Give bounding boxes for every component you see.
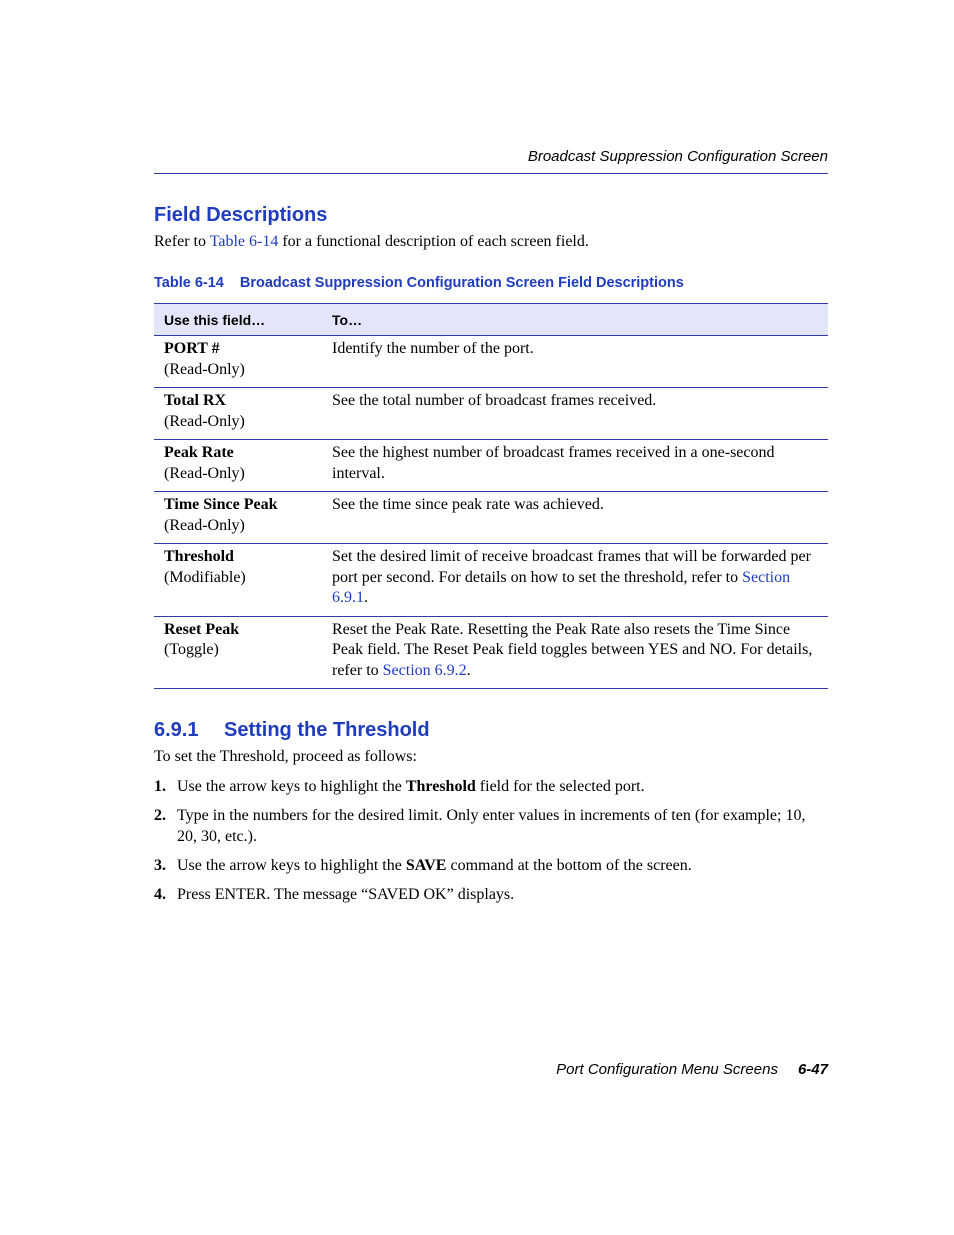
step-keyword: SAVE: [405, 857, 447, 874]
field-name: Reset Peak: [164, 620, 240, 638]
field-access: (Read-Only): [164, 516, 245, 534]
list-item: [154, 855, 828, 876]
section-title: Setting the Threshold: [224, 719, 430, 741]
field-access: (Read-Only): [164, 412, 245, 430]
step-text: Use the arrow keys to highlight the: [177, 857, 406, 874]
section-number: 6.9.1: [154, 719, 199, 741]
description-cell: [322, 336, 828, 388]
field-access: (Read-Only): [164, 360, 245, 378]
column-header-to: To…: [322, 304, 828, 336]
field-name: Time Since Peak: [164, 496, 278, 513]
running-header: Broadcast Suppression Configuration Screen: [527, 148, 828, 165]
step-number: 1.: [154, 778, 166, 795]
field-access: (Toggle): [164, 641, 219, 658]
steps-list: [154, 776, 828, 913]
table-caption-number: Table 6-14: [154, 275, 224, 291]
field-cell: [154, 336, 322, 388]
description-end: .: [364, 589, 368, 606]
step-keyword: Threshold: [405, 778, 476, 795]
header-rule: [154, 173, 828, 174]
field-description: Reset the Peak Rate. Resetting the Peak Rate also resets the Time Since Peak field. The Reset Peak field toggles between YES and NO. For details, refer to: [332, 620, 813, 679]
field-description: See the total number of broadcast frames received.: [332, 392, 657, 409]
steps-intro: To set the Threshold, proceed as follows:: [154, 748, 417, 765]
description-cell: [322, 492, 828, 544]
field-cell: [154, 544, 322, 617]
field-descriptions-intro: [154, 233, 589, 251]
field-name: Threshold: [164, 548, 234, 565]
page-number: 6-47: [797, 1061, 828, 1078]
field-description: Set the desired limit of receive broadcast frames that will be forwarded per port per second. For details on how to set the threshold, refer to: [332, 548, 811, 586]
field-descriptions-table: [154, 303, 828, 689]
list-item: [154, 884, 828, 905]
list-item: [154, 776, 828, 797]
table-caption-title: Broadcast Suppression Configuration Screen Field Descriptions: [239, 275, 684, 291]
step-text: Type in the numbers for the desired limit. Only enter values in increments of ten (for example; 10, 20, 30, etc.).: [177, 807, 806, 845]
field-name: Peak Rate: [164, 444, 234, 461]
field-description: See the time since peak rate was achieved.: [332, 496, 604, 513]
field-descriptions-heading: Field Descriptions: [154, 204, 328, 226]
step-text: Press ENTER. The message “SAVED OK” displays.: [177, 886, 515, 903]
table-header-row: [154, 304, 828, 336]
page-footer: [556, 1061, 828, 1078]
step-number: 4.: [154, 886, 166, 903]
intro-text-after: for a functional description of each screen field.: [278, 233, 589, 250]
table-row: [154, 616, 828, 689]
field-description: See the highest number of broadcast frames received in a one-second interval.: [332, 444, 775, 482]
table-row: [154, 544, 828, 617]
description-cell: [322, 440, 828, 492]
description-cell: [322, 544, 828, 617]
table-row: [154, 388, 828, 440]
description-cell: [322, 388, 828, 440]
description-end: .: [466, 661, 471, 679]
table-link[interactable]: Table 6-14: [209, 233, 279, 250]
section-link[interactable]: Section 6.9.1: [332, 568, 791, 606]
step-text: Use the arrow keys to highlight the: [177, 778, 406, 795]
section-link[interactable]: Section 6.9.2: [382, 661, 467, 679]
column-header-field: Use this field…: [154, 304, 322, 336]
step-number: 3.: [154, 857, 166, 874]
description-cell: [322, 616, 828, 689]
list-item: [154, 805, 828, 847]
field-cell: [154, 388, 322, 440]
field-cell: [154, 492, 322, 544]
field-cell: [154, 616, 322, 689]
table-caption: [154, 275, 684, 291]
field-name: PORT #: [164, 340, 220, 357]
step-text-end: command at the bottom of the screen.: [446, 857, 692, 874]
step-number: 2.: [154, 807, 166, 824]
intro-text-before: Refer to: [154, 233, 210, 250]
table-row: [154, 492, 828, 544]
setting-threshold-heading: [154, 719, 430, 742]
table-row: [154, 336, 828, 388]
table-row: [154, 440, 828, 492]
field-description: Identify the number of the port.: [332, 340, 534, 357]
field-access: (Modifiable): [164, 568, 246, 586]
footer-chapter: Port Configuration Menu Screens: [556, 1061, 778, 1078]
field-access: (Read-Only): [164, 464, 245, 482]
field-name: Total RX: [164, 392, 227, 409]
step-text-end: field for the selected port.: [475, 778, 645, 795]
field-cell: [154, 440, 322, 492]
